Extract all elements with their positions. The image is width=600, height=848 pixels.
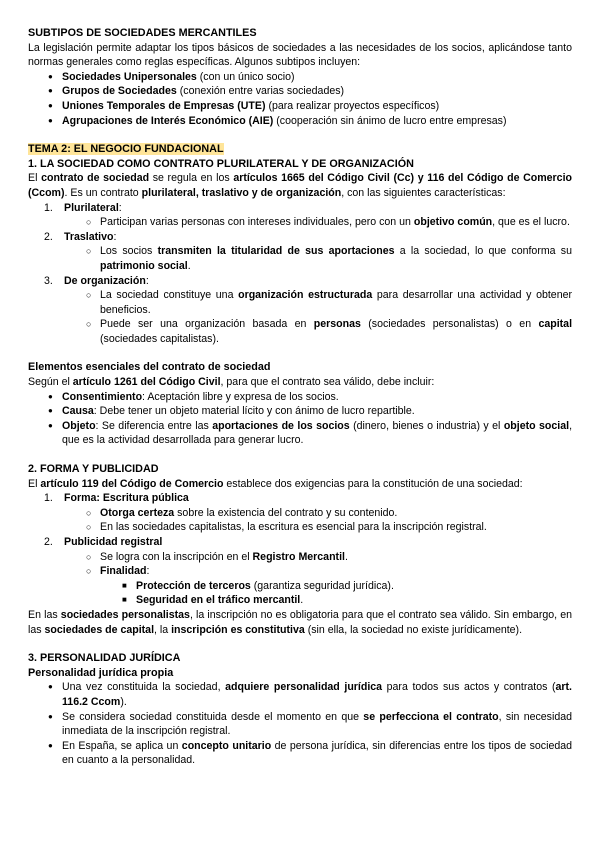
subtipos-list	[28, 70, 572, 128]
sub-list	[64, 244, 572, 273]
sub-list	[64, 288, 572, 346]
list-item	[44, 491, 572, 535]
sub-list	[64, 215, 572, 230]
list-number: 2.	[44, 230, 53, 243]
list-number: 2.	[44, 536, 53, 548]
list-item	[62, 99, 572, 114]
finalidad-list	[100, 579, 572, 608]
list-item: 1. Plurilateral: ○ Participan varias personas con intereses individuales, pero con un objetivo común, que es el lucro.	[64, 201, 572, 230]
elementos-list	[28, 390, 572, 448]
list-item: ● Objeto: Se diferencia entre las aportaciones de los socios (dinero, bienes o industria) y el objeto social, que es la actividad desarrollada para generar lucro.	[62, 419, 572, 448]
forma-intro: El artículo 119 del Código de Comercio establece dos exigencias para la constitución de una sociedad:	[28, 477, 523, 490]
subtipos-title: SUBTIPOS DE SOCIEDADES MERCANTILES	[28, 27, 257, 39]
list-item-text: (cooperación sin ánimo de lucro entre empresas)	[273, 114, 507, 127]
section-2-title: 2. FORMA Y PUBLICIDAD	[28, 463, 159, 476]
sub-list-item: ○ Participan varias personas con intereses individuales, pero con un objetivo común, que es el lucro.	[100, 215, 572, 230]
sub-list	[64, 506, 572, 535]
personalidad-subtitle: Personalidad jurídica propia	[28, 666, 174, 679]
sub-list-item: ○ Los socios transmiten la titularidad de sus aportaciones a la sociedad, lo que conforma su patrimonio social.	[100, 244, 572, 273]
list-item: 2. Traslativo: ○ Los socios transmiten la titularidad de sus aportaciones a la sociedad, lo que conforma su patrimonio social.	[64, 230, 572, 274]
list-number: 3.	[44, 274, 53, 287]
list-item-label: Traslativo	[64, 230, 114, 243]
list-item-text: (con un único socio)	[196, 70, 295, 83]
list-item-label: Forma: Escritura pública	[64, 492, 189, 505]
sub-list-item: ○ Finalidad: ■ Protección de terceros (garantiza seguridad jurídica). ■ Seguridad en el tráfico mercantil.	[100, 564, 572, 608]
sub-list-item: ○ Otorga certeza sobre la existencia del contrato y su contenido.	[100, 506, 572, 521]
section-3-title: 3. PERSONALIDAD JURÍDICA	[28, 652, 181, 665]
list-number: 1.	[44, 201, 53, 214]
list-item: ● Una vez constituida la sociedad, adquiere personalidad jurídica para todos sus actos y contratos (art. 116.2 Ccom).	[62, 680, 572, 709]
list-item-text: (conexión entre varias sociedades)	[176, 85, 345, 98]
list-item	[62, 84, 572, 99]
elementos-intro: Según el artículo 1261 del Código Civil, para que el contrato sea válido, debe incluir:	[28, 376, 435, 389]
sub-list	[64, 550, 572, 608]
caracteristicas-list	[28, 201, 572, 347]
elementos-title: Elementos esenciales del contrato de sociedad	[28, 361, 271, 374]
forma-closing: En las sociedades personalistas, la inscripción no es obligatoria para que el contrato sea válido. Sin embargo, en las sociedades de capital, la inscripción es constitutiva (sin ella, la sociedad no existe jurídicamente).	[28, 608, 573, 636]
sub-list-item: ○ Puede ser una organización basada en personas (sociedades personalistas) o en capital (sociedades capitalistas).	[100, 317, 572, 346]
section-1-title: 1. LA SOCIEDAD COMO CONTRATO PLURILATERAL Y DE ORGANIZACIÓN	[28, 157, 414, 170]
list-item	[62, 70, 572, 85]
list-item: ● Consentimiento: Aceptación libre y expresa de los socios.	[62, 390, 572, 405]
tema-title-highlight: TEMA 2: EL NEGOCIO FUNDACIONAL	[28, 143, 224, 156]
forma-list	[28, 491, 572, 608]
list-item-bold: Agrupaciones de Interés Económico (AIE)	[62, 114, 274, 127]
personalidad-list	[28, 680, 572, 768]
list-item-text: (para realizar proyectos específicos)	[265, 99, 440, 112]
list-number: 1.	[44, 492, 53, 505]
list-item-label: Publicidad registral	[64, 536, 163, 548]
list-item	[44, 535, 572, 608]
sub-sub-list-item: ■ Seguridad en el tráfico mercantil.	[136, 593, 572, 608]
list-item: 3. De organización: ○ La sociedad constituye una organización estructurada para desarrollar una actividad y obtener beneficios. ○ Puede ser una organización basada en personas (sociedades personalistas) o en capital (sociedades capitalistas).	[64, 274, 572, 347]
list-item-label: De organización	[64, 274, 146, 287]
list-item-label: Plurilateral	[64, 201, 119, 214]
sub-list-item: ○ Se logra con la inscripción en el Registro Mercantil.	[100, 550, 572, 565]
tema-title	[28, 142, 572, 157]
list-item: ● Se considera sociedad constituida desde el momento en que se perfecciona el contrato, sin necesidad inmediata de la inscripción registral.	[62, 710, 572, 739]
subtipos-intro: La legislación permite adaptar los tipos básicos de sociedades a las necesidades de los socios, aplicándose tanto normas generales como reglas específicas. Algunos subtipos incluyen:	[28, 41, 572, 69]
list-item: ● Causa: Debe tener un objeto material lícito y con ánimo de lucro repartible.	[62, 404, 572, 419]
contrato-intro: El contrato de sociedad se regula en los artículos 1665 del Código Civil (Cc) y 116 del Código de Comercio (Ccom). Es un contrato plurilateral, traslativo y de organización, con las siguientes características:	[28, 172, 572, 199]
sub-sub-list-item: ■ Protección de terceros (garantiza seguridad jurídica).	[136, 579, 572, 594]
sub-list-item: ○ La sociedad constituye una organización estructurada para desarrollar una actividad y obtener beneficios.	[100, 288, 572, 317]
list-item-bold: Uniones Temporales de Empresas (UTE)	[62, 99, 266, 112]
list-item	[62, 114, 572, 129]
list-item-bold: Grupos de Sociedades	[62, 85, 177, 98]
sub-list-item: ○ En las sociedades capitalistas, la escritura es esencial para la inscripción registral.	[100, 520, 572, 535]
list-item: ● En España, se aplica un concepto unitario de persona jurídica, sin diferencias entre los tipos de sociedad en cuanto a la personalidad.	[62, 739, 572, 768]
list-item-bold: Sociedades Unipersonales	[62, 70, 197, 83]
